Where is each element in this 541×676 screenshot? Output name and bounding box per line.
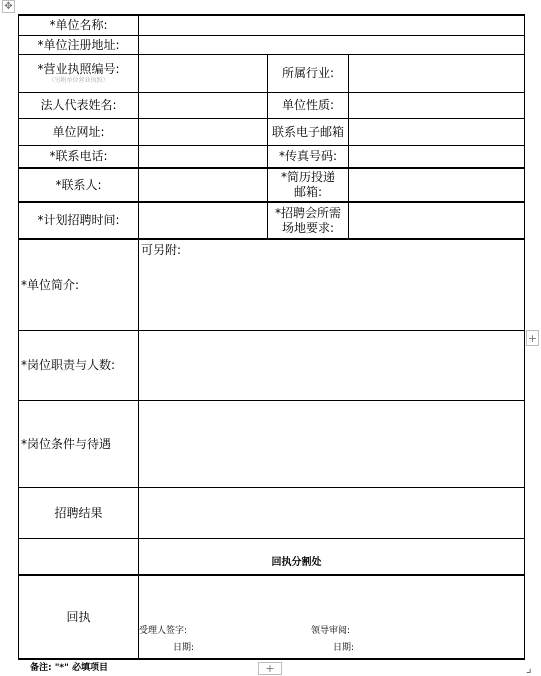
table-move-icon[interactable]: ✥ [2,0,15,13]
conditions-label: *岗位条件与待遇 [21,436,112,451]
middle-label-right-line [348,54,349,240]
venue-requirement-label [268,203,348,238]
unit-intro-label: *单位简介: [21,277,80,292]
table-border-bottom [18,658,525,660]
date-label-1: 日期: [173,643,195,653]
table-border-right [524,14,525,660]
venue-line1: *招聘会所需 [274,205,341,220]
handler-sign-label: 受理人签字: [139,626,188,636]
leader-review-label: 领导审阅: [311,626,351,636]
fax-label: *传真号码: [278,149,338,163]
contact-label: *联系人: [55,177,102,192]
website-label: 单位网址: [52,124,105,139]
add-column-icon[interactable]: + [527,331,538,345]
license-number-label [19,55,138,92]
resume-email-line1: *简历投递 [280,170,335,184]
license-attach-note: （另附单位营业执照） [48,77,109,84]
table-resize-icon[interactable]: ⌟ [526,661,532,675]
phone-label: *联系电话: [49,149,108,163]
unit-name-label: *单位名称: [49,18,108,32]
email-label: 联系电子邮箱 [271,124,344,139]
legal-rep-label: 法人代表姓名: [40,98,117,112]
unit-type-label: 单位性质: [281,98,335,112]
receipt-divider: 回执分割处 [271,556,322,568]
date-label-2: 日期: [333,643,355,653]
duties-label: *岗位职责与人数: [21,358,116,372]
receipt-label: 回执 [66,609,91,624]
industry-label: 所属行业: [281,66,335,80]
resume-email-line2: 邮箱: [293,185,323,199]
resume-email-label [268,169,348,201]
license-number-text: *营业执照编号: [37,62,120,76]
venue-line2: 场地要求: [281,220,335,235]
recruit-result-label: 招聘结果 [54,505,103,520]
footer-note: 备注: "*" 必填项目 [30,663,108,673]
unit-intro-note: 可另附: [141,243,182,257]
add-row-icon[interactable]: + [258,662,282,675]
unit-address-label: *单位注册地址: [37,37,120,52]
row-line [18,538,525,539]
recruit-time-label: *计划招聘时间: [37,213,120,227]
